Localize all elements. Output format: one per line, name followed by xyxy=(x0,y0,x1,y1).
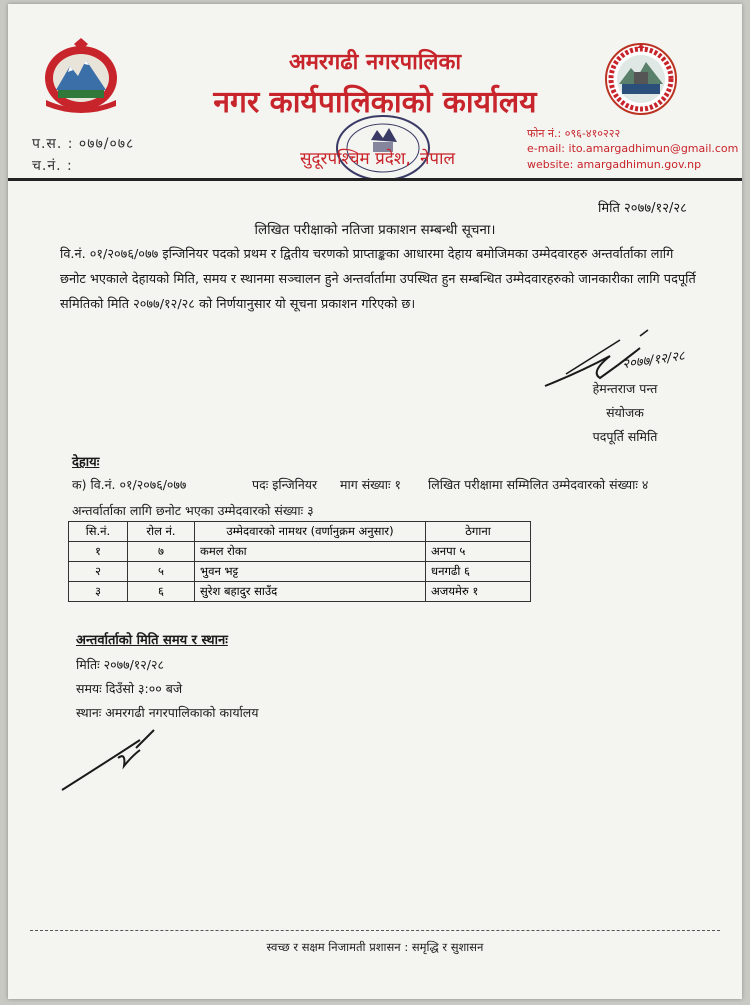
cell-roll: ७ xyxy=(128,542,195,562)
cell-roll: ६ xyxy=(128,582,195,602)
demand-count: माग संख्याः १ xyxy=(340,477,401,492)
country-label: नेपाल xyxy=(420,149,456,169)
cell-roll: ५ xyxy=(128,562,195,582)
details-heading: देहायः xyxy=(72,455,100,470)
municipality-name: अमरगढी नगरपालिका xyxy=(288,50,462,75)
reference-number: प.स. : ०७७/०७८ xyxy=(32,136,135,152)
signatory-committee: पदपूर्ति समिति xyxy=(592,429,658,444)
footer-divider xyxy=(30,930,720,931)
cell-candidate-name: सुरेश बहादुर साउँद xyxy=(195,582,426,602)
shortlisted-count: अन्तर्वार्ताका लागि छनोट भएका उम्मेदवारको संख्याः ३ xyxy=(72,503,314,518)
table-header-row xyxy=(69,522,531,542)
candidates-table xyxy=(68,521,531,602)
post-name: पदः इन्जिनियर xyxy=(252,477,318,492)
interview-heading: अन्तर्वार्ताको मिति समय र स्थानः xyxy=(76,633,228,648)
cell-address: अनपा ५ xyxy=(426,542,531,562)
interview-time: समयः दिउँसो ३:०० बजे xyxy=(76,681,183,696)
website-url: website: amargadhimun.gov.np xyxy=(527,158,702,171)
cell-serial: २ xyxy=(69,562,128,582)
notice-date: मिति २०७७/१२/२८ xyxy=(598,201,687,216)
written-exam-count: लिखित परीक्षामा सम्मिलित उम्मेदवारको संख्याः ४ xyxy=(428,477,649,492)
handwritten-date: २०७७/१२/२८ xyxy=(621,348,686,373)
header-serial: सि.नं. xyxy=(69,522,128,542)
footer-motto: स्वच्छ र सक्षम निजामती प्रशासन : समृद्धि र सुशासन xyxy=(266,940,484,954)
notice-title: लिखित परीक्षाको नतिजा प्रकाशन सम्बन्धी सूचना। xyxy=(254,222,496,238)
signatory-name: हेमन्तराज पन्त xyxy=(592,381,658,396)
dispatch-number: च.नं. : xyxy=(32,158,73,174)
interview-date: मितिः २०७७/१२/२८ xyxy=(76,657,164,672)
cell-serial: ३ xyxy=(69,582,128,602)
table-row xyxy=(69,562,531,582)
office-name: नगर कार्यपालिकाको कार्यालय xyxy=(213,85,537,120)
cell-candidate-name: कमल रोका xyxy=(195,542,426,562)
header-roll: रोल नं. xyxy=(128,522,195,542)
header-address: ठेगाना xyxy=(426,522,531,542)
header-candidate-name: उम्मेदवारको नामथर (वर्णानुक्रम अनुसार) xyxy=(195,522,426,542)
table-row xyxy=(69,542,531,562)
notice-paragraph: वि.नं. ०१/२०७६/०७७ इन्जिनियर पदको प्रथम र द्वितीय चरणको प्राप्ताङ्कका आधारमा देहाय बमोजिमका उम्मेदवारहरु अन्तर्वार्ताका लागि छनोट भएकाले देहायको मिति, समय र स्थानमा सञ्चालन हुने अन्तर्वार्तामा उपस्थित हुन सम्बन्धित उम्मेदवारहरुको जानकारीका लागि पदपूर्ति समितिको मिति २०७७/१२/२८ को निर्णयानुसार यो सूचना प्रकाशन गरिएको छ। xyxy=(60,247,696,312)
cell-candidate-name: भुवन भट्ट xyxy=(195,562,426,582)
table-row xyxy=(69,582,531,602)
signatory-role: संयोजक xyxy=(606,405,644,420)
interview-place: स्थानः अमरगढी नगरपालिकाको कार्यालय xyxy=(76,705,259,720)
phone-number: फोन नं.: ०९६-४१०२२२ xyxy=(527,127,621,140)
cell-address: धनगढी ६ xyxy=(426,562,531,582)
cell-serial: १ xyxy=(69,542,128,562)
email-address: e-mail: ito.amargadhimun@gmail.com xyxy=(527,142,739,155)
province-label: सुदूरपश्चिम प्रदेश, xyxy=(300,149,411,169)
advertisement-number: क) वि.नं. ०१/२०७६/०७७ xyxy=(72,477,187,492)
cell-address: अजयमेरु १ xyxy=(426,582,531,602)
